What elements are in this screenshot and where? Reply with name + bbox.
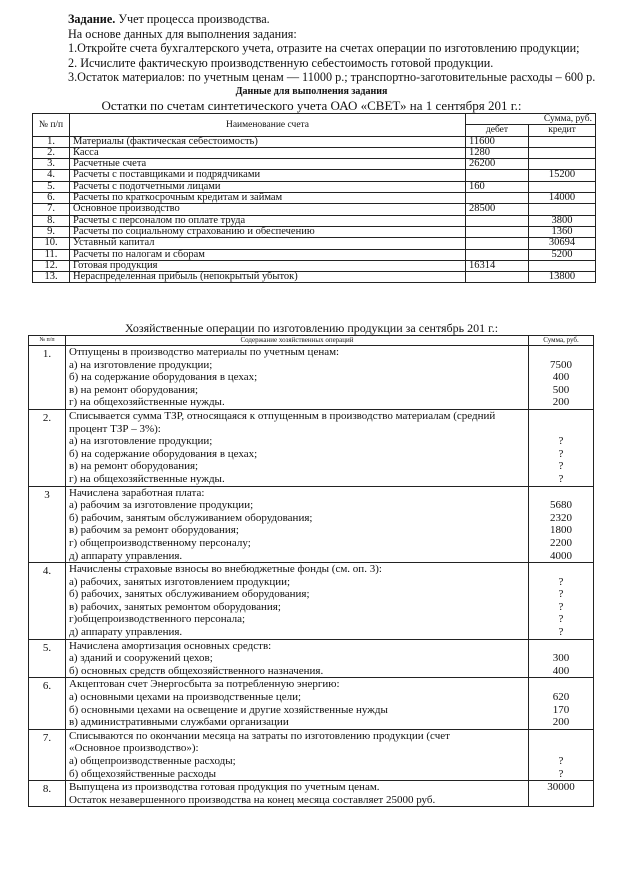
account-debit: 11600 — [466, 136, 529, 147]
operation-sum: 2320 — [550, 511, 572, 524]
operation-sum: 2200 — [550, 536, 572, 549]
operation-line: в) на ремонт оборудования; — [69, 460, 199, 473]
operation-sum: ? — [558, 447, 564, 460]
operation-sum: 170 — [552, 703, 570, 716]
table1-row — [33, 181, 596, 192]
operation-row — [29, 781, 594, 807]
operation-line: д) аппарату управления. — [69, 549, 183, 562]
operation-row — [29, 409, 594, 486]
operation-row — [29, 486, 594, 563]
operation-sum: ? — [558, 435, 564, 448]
table1-row — [33, 238, 596, 249]
intro-line-2: 1.Откройте счета бухгалтерского учета, отразите на счетах операции по изготовлению продукции; — [68, 41, 580, 56]
table1-row — [33, 249, 596, 260]
table1-col-num: № п/п — [33, 114, 70, 137]
account-debit: 16314 — [466, 260, 529, 271]
operation-sum: 200 — [552, 716, 570, 729]
operation-sums — [529, 346, 594, 410]
intro-line-3: 2. Исчислите фактическую производственную себестоимость готовой продукции. — [68, 55, 494, 70]
operation-content — [66, 486, 529, 563]
account-credit — [529, 136, 596, 147]
account-credit — [529, 260, 596, 271]
operation-num: 7. — [29, 729, 66, 780]
operation-sum: 400 — [552, 664, 570, 677]
operation-sum: ? — [558, 613, 564, 626]
table1-col-name: Наименование счета — [70, 114, 466, 137]
operation-sum: ? — [558, 472, 564, 485]
operation-line: г)общепроизводственного персонала; — [69, 613, 246, 626]
account-debit: 1280 — [466, 147, 529, 158]
table2-col-num: № п/п — [29, 336, 66, 346]
operation-sum — [532, 423, 590, 436]
operation-num: 2. — [29, 409, 66, 486]
table1-col-credit: кредит — [529, 125, 596, 136]
account-num: 8. — [33, 215, 70, 226]
account-num: 4. — [33, 170, 70, 181]
operation-num: 8. — [29, 781, 66, 807]
operation-line: Акцептован счет Энергосбыта за потребленную энергию: — [69, 678, 340, 691]
table1-title: Остатки по счетам синтетического учета ОАО «СВЕТ» на 1 сентября 201 г.: — [101, 98, 522, 113]
operation-sums — [529, 563, 594, 640]
operation-line: Списываются по окончании месяца на затраты по изготовлению продукции (счет — [69, 729, 450, 742]
operation-num: 4. — [29, 563, 66, 640]
operation-sum: ? — [558, 626, 564, 639]
account-debit — [466, 215, 529, 226]
operation-sums — [529, 409, 594, 486]
operation-line: Начислены страховые взносы во внебюджетные фонды (см. оп. 3): — [69, 563, 382, 576]
account-name: Расчеты по социальному страхованию и обеспечению — [70, 226, 466, 237]
account-name: Расчеты с подотчетными лицами — [70, 181, 466, 192]
operation-sum — [532, 487, 590, 500]
operation-line: Отпущены в производство материалы по учетным ценам: — [69, 346, 340, 358]
intro-line-1: На основе данных для выполнения задания: — [68, 26, 297, 41]
operation-sums — [529, 678, 594, 729]
table1-row — [33, 260, 596, 271]
account-num: 1. — [33, 136, 70, 147]
operation-content — [66, 409, 529, 486]
operation-sum: 620 — [552, 691, 570, 704]
operation-sums — [529, 729, 594, 780]
operation-sum — [532, 794, 590, 807]
operation-sum — [532, 640, 590, 653]
operation-content — [66, 346, 529, 410]
table1-row — [33, 272, 596, 283]
operation-content — [66, 563, 529, 640]
operation-line: д) аппарату управления. — [69, 626, 183, 639]
account-credit — [529, 159, 596, 170]
account-num: 10. — [33, 238, 70, 249]
account-credit: 13800 — [529, 272, 596, 283]
account-credit: 30694 — [529, 238, 596, 249]
operation-sums — [529, 781, 594, 807]
table1-row — [33, 170, 596, 181]
account-name: Материалы (фактическая себестоимость) — [70, 136, 466, 147]
operation-sum: 1800 — [550, 524, 572, 537]
account-num: 7. — [33, 204, 70, 215]
account-credit — [529, 147, 596, 158]
operation-line: в) рабочим за ремонт оборудования; — [69, 524, 239, 537]
table2-title: Хозяйственные операции по изготовлению продукции за сентябрь 201 г.: — [124, 321, 499, 335]
operation-line: а) основными цехами на производственные цели; — [69, 691, 302, 704]
account-credit: 5200 — [529, 249, 596, 260]
operation-row — [29, 639, 594, 678]
table2-col-sum: Сумма, руб. — [529, 336, 594, 346]
operation-sums — [529, 486, 594, 563]
table1-row — [33, 147, 596, 158]
operation-line: в) на ремонт оборудования; — [69, 383, 199, 396]
account-debit — [466, 193, 529, 204]
account-name: Основное производство — [70, 204, 466, 215]
operation-row — [29, 678, 594, 729]
operation-content — [66, 639, 529, 678]
task-title-bold: Задание. — [68, 12, 116, 26]
operation-sum — [532, 410, 590, 423]
operation-line: а) общепроизводственные расходы; — [69, 755, 236, 767]
operation-sum: 200 — [552, 396, 570, 409]
operation-sum — [532, 730, 590, 743]
operation-sum: 30000 — [547, 781, 575, 794]
operation-sum: ? — [558, 460, 564, 473]
operation-line: б) общехозяйственные расходы — [69, 767, 217, 780]
account-num: 3. — [33, 159, 70, 170]
operation-sum: 400 — [552, 371, 570, 384]
table1-header-row — [33, 114, 596, 125]
operation-line: а) рабочих, занятых изготовлением продукции; — [69, 575, 291, 588]
operation-sum: ? — [558, 588, 564, 601]
operation-sum: ? — [558, 767, 564, 780]
table1-row — [33, 226, 596, 237]
operation-content — [66, 678, 529, 729]
data-heading: Данные для выполнения задания — [235, 86, 388, 97]
operation-line: Выпущена из производства готовая продукция по учетным ценам. — [69, 781, 380, 794]
account-name: Расчетные счета — [70, 159, 466, 170]
account-num: 12. — [33, 260, 70, 271]
operation-line: г) на общехозяйственные нужды. — [69, 396, 225, 409]
operation-sum: 4000 — [550, 549, 572, 562]
account-credit: 14000 — [529, 193, 596, 204]
operation-content — [66, 781, 529, 807]
account-debit: 26200 — [466, 159, 529, 170]
operation-line: а) на изготовление продукции; — [69, 435, 213, 448]
operation-line: Остаток незавершенного производства на конец месяца составляет 25000 руб. — [69, 793, 436, 806]
operation-line: Списывается сумма ТЗР, относящаяся к отпущенным в производство материалам (средний — [69, 409, 496, 422]
operation-line: б) основных средств общехозяйственного назначения. — [69, 664, 324, 677]
operation-line: процент ТЗР – 3%): — [69, 422, 161, 435]
task-intro — [68, 12, 608, 85]
operation-line: а) на изготовление продукции; — [69, 358, 213, 371]
account-name: Уставный капитал — [70, 238, 466, 249]
account-num: 6. — [33, 193, 70, 204]
operation-row — [29, 563, 594, 640]
account-name: Нераспределенная прибыль (непокрытый убыток) — [70, 272, 466, 283]
account-debit — [466, 226, 529, 237]
account-debit — [466, 170, 529, 181]
operation-sum: 5680 — [550, 499, 572, 512]
operation-line: б) на содержание оборудования в цехах; — [69, 447, 258, 460]
table1-row — [33, 193, 596, 204]
account-num: 13. — [33, 272, 70, 283]
table1-row — [33, 136, 596, 147]
operation-line: б) рабочим, занятым обслуживанием оборудования; — [69, 511, 313, 524]
operation-sums — [529, 639, 594, 678]
operation-sum — [532, 678, 590, 691]
operation-line: б) на содержание оборудования в цехах; — [69, 371, 258, 384]
account-debit — [466, 249, 529, 260]
account-num: 2. — [33, 147, 70, 158]
account-name: Готовая продукция — [70, 260, 466, 271]
table1-col-sum: Сумма, руб. — [466, 114, 596, 125]
operation-row — [29, 729, 594, 780]
account-credit: 1360 — [529, 226, 596, 237]
operation-sum: ? — [558, 755, 564, 767]
operation-num: 3 — [29, 486, 66, 563]
table2-header-row — [29, 336, 594, 346]
operation-content — [66, 729, 529, 780]
task-title-rest: Учет процесса производства. — [115, 12, 270, 26]
operation-sum — [532, 742, 590, 755]
account-credit — [529, 181, 596, 192]
operation-line: в) административными службами организации — [69, 716, 289, 729]
operation-sum: 300 — [552, 652, 570, 665]
balances-table — [32, 113, 596, 283]
operation-sum — [532, 563, 590, 576]
operation-line: а) рабочим за изготовление продукции; — [69, 499, 254, 512]
account-num: 5. — [33, 181, 70, 192]
account-name: Расчеты по налогам и сборам — [70, 249, 466, 260]
operation-sum: ? — [558, 600, 564, 613]
table2-col-content: Содержание хозяйственных операций — [66, 336, 529, 346]
operation-line: б) рабочих, занятых обслуживанием оборудования; — [69, 588, 310, 601]
operation-line: Начислена заработная плата: — [69, 486, 205, 499]
intro-line-4: 3.Остаток материалов: по учетным ценам — 11000 р.; транспортно-заготовительные расходы – 600 р. — [68, 70, 596, 85]
account-debit — [466, 272, 529, 283]
account-num: 9. — [33, 226, 70, 237]
account-debit — [466, 238, 529, 249]
operation-line: г) на общехозяйственные нужды. — [69, 472, 225, 485]
account-credit: 3800 — [529, 215, 596, 226]
operation-num: 5. — [29, 639, 66, 678]
table1-row — [33, 204, 596, 215]
table1-row — [33, 215, 596, 226]
task-title — [68, 12, 608, 27]
operation-line: Начислена амортизация основных средств: — [69, 639, 272, 652]
operation-line: а) зданий и сооружений цехов; — [69, 652, 213, 665]
account-num: 11. — [33, 249, 70, 260]
operation-num: 1. — [29, 346, 66, 410]
table1-col-debit: дебет — [466, 125, 529, 136]
account-credit: 15200 — [529, 170, 596, 181]
table1-row — [33, 159, 596, 170]
account-name: Касса — [70, 147, 466, 158]
operation-line: б) основными цехами на освещение и другие хозяйственные нужды — [69, 703, 388, 716]
account-name: Расчеты с персоналом по оплате труда — [70, 215, 466, 226]
operation-row — [29, 346, 594, 410]
operation-line: «Основное производство»): — [69, 742, 199, 755]
operation-num: 6. — [29, 678, 66, 729]
operations-table — [28, 335, 594, 807]
operation-line: г) общепроизводственному персоналу; — [69, 536, 251, 549]
account-credit — [529, 204, 596, 215]
account-name: Расчеты по краткосрочным кредитам и займам — [70, 193, 466, 204]
operation-sum: 7500 — [550, 358, 572, 371]
account-name: Расчеты с поставщиками и подрядчиками — [70, 170, 466, 181]
operation-sum: 500 — [552, 383, 570, 396]
account-debit: 28500 — [466, 204, 529, 215]
operation-sum — [532, 346, 590, 359]
operation-line: в) рабочих, занятых ремонтом оборудования; — [69, 600, 281, 613]
account-debit: 160 — [466, 181, 529, 192]
operation-sum: ? — [558, 575, 564, 588]
